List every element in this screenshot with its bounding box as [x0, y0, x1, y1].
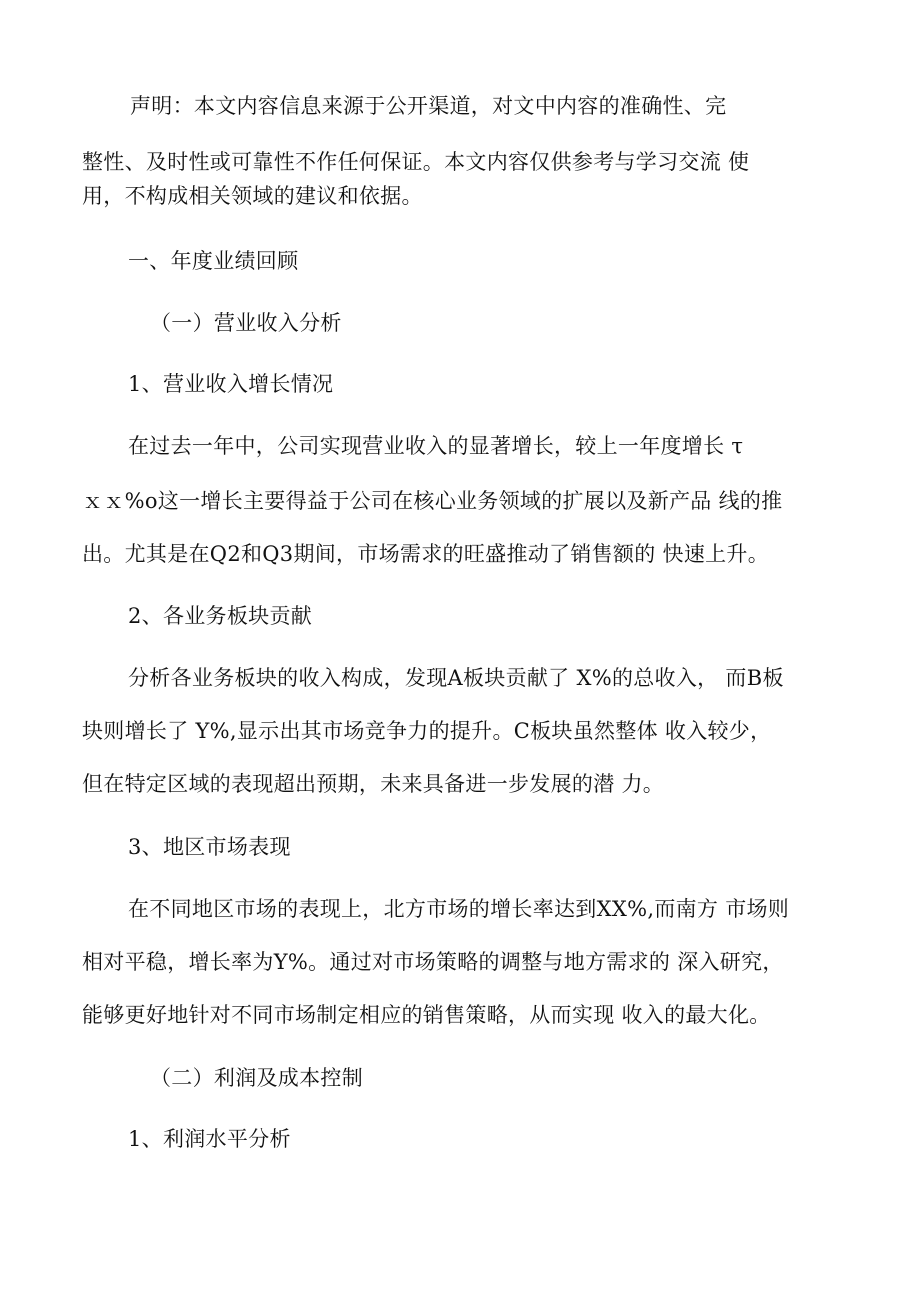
paragraph-line: 在不同地区市场的表现上，北方市场的增长率达到XX%,而南方 市场则	[128, 897, 790, 921]
paragraph-line: 能够更好地针对不同市场制定相应的销售策略，从而实现 收入的最大化。	[82, 1003, 771, 1027]
disclaimer-line-1: 声明：本文内容信息来源于公开渠道，对文中内容的准确性、完	[130, 94, 727, 118]
subsection-heading-revenue-analysis: （一）营业收入分析	[150, 311, 342, 335]
paragraph-line: 在过去一年中，公司实现营业收入的显著增长，较上一年度增长 τ	[128, 434, 744, 458]
subsection-heading-profit-cost: （二）利润及成本控制	[150, 1066, 363, 1090]
item-heading-revenue-growth: 1、营业收入增长情况	[128, 372, 334, 396]
item-heading-regional-performance: 3、地区市场表现	[128, 835, 291, 859]
paragraph-line: 块则增长了 Y%,显示出其市场竞争力的提升。C板块虽然整体 收入较少，	[82, 719, 772, 743]
paragraph-line: ｘｘ%o这一增长主要得益于公司在核心业务领域的扩展以及新产品 线的推	[82, 489, 783, 513]
section-heading-annual-review: 一、年度业绩回顾	[128, 249, 299, 273]
item-heading-profit-level: 1、利润水平分析	[128, 1127, 291, 1151]
paragraph-line: 出。尤其是在Q2和Q3期间，市场需求的旺盛推动了销售额的 快速上升。	[82, 542, 770, 566]
item-heading-segment-contribution: 2、各业务板块贡献	[128, 604, 313, 628]
paragraph-line: 但在特定区域的表现超出预期，未来具备进一步发展的潜 力。	[82, 772, 665, 796]
disclaimer-line-3: 用，不构成相关领域的建议和依据。	[82, 184, 423, 208]
disclaimer-line-2: 整性、及时性或可靠性不作任何保证。本文内容仅供参考与学习交流 使	[82, 150, 750, 174]
paragraph-line: 分析各业务板块的收入构成，发现A板块贡献了 X%的总收入， 而B板	[128, 666, 784, 690]
paragraph-line: 相对平稳，增长率为Y%。通过对市场策略的调整与地方需求的 深入研究，	[82, 950, 784, 974]
